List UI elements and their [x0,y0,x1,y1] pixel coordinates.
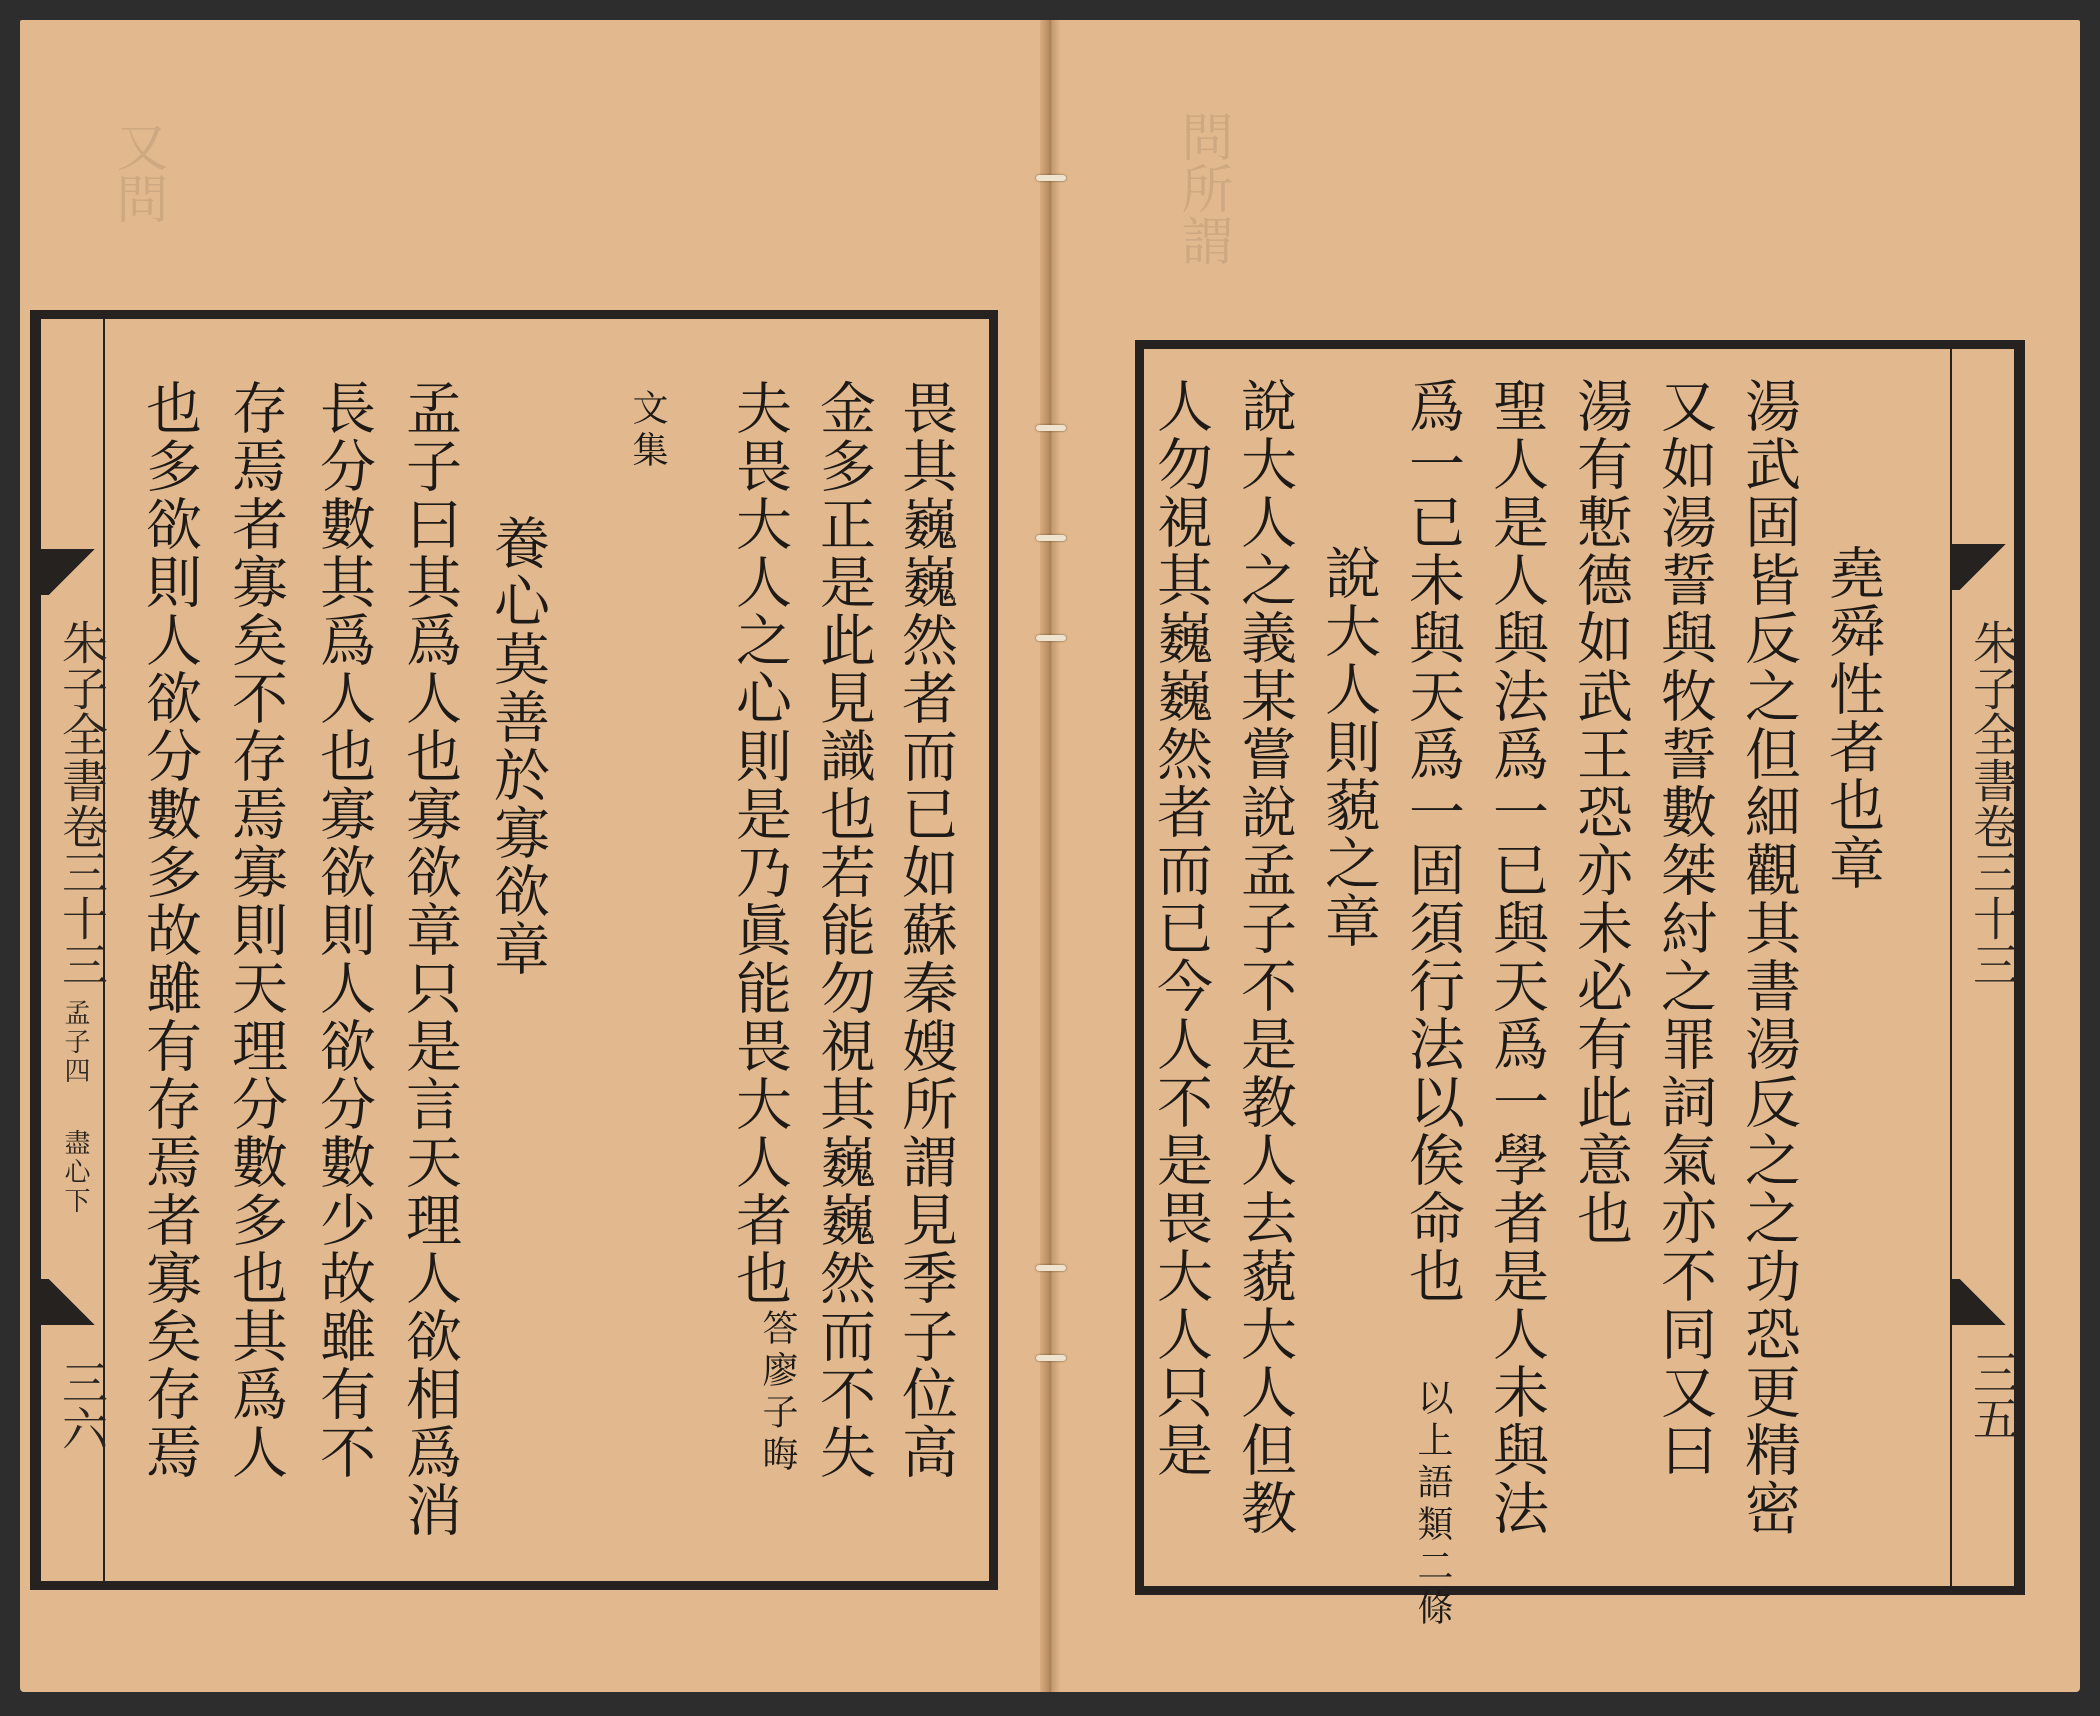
fish-tail-ornament [41,549,103,595]
text-column: 畏其巍巍然者而已如蘇秦嫂所謂見季子位高 [893,379,958,1481]
margin-chapter: 孟子四 [60,999,90,1086]
right-margin-column [1950,349,2020,1586]
margin-book-title: 朱子全書卷三十三 [55,619,109,987]
text-column: 聖人是人與法爲一已與天爲一學者是人未與法 [1484,377,1549,1537]
text-column: 人勿視其巍巍然者而已今人不是畏大人只是 [1148,377,1213,1479]
margin-folio: 三六 [55,1359,109,1451]
text-column: 爲一已未與天爲一固須行法以俟命也 [1400,377,1465,1305]
text-column: 又如湯誓與牧誓數桀紂之罪詞氣亦不同又曰 [1652,377,1717,1479]
binding-stitch [1036,535,1066,541]
text-column: 說大人之義某嘗說孟子不是教人去藐大人但教 [1232,377,1297,1537]
margin-folio: 三五 [1966,1349,2020,1441]
book-spine-fold [1040,20,1060,1692]
text-column: 存焉者寡矣不存焉寡則天理分數多也其爲人 [223,379,288,1481]
show-through-text: 又問 [107,120,167,224]
fish-tail-ornament [1952,1279,2014,1325]
margin-section: 盡心下 [60,1129,90,1216]
binding-stitch [1036,1355,1066,1361]
text-column: 長分數其爲人也寡欲則人欲分數少故雖有不 [311,379,376,1481]
binding-stitch [1036,1265,1066,1271]
note-column: 答廖子晦 [757,1309,798,1477]
note-column: 文集 [627,389,668,473]
binding-stitch [1036,425,1066,431]
margin-book-title: 朱子全書卷三十三 [1966,619,2020,987]
chapter-heading: 說大人則藐之章 [1316,544,1381,950]
right-text-frame [1135,340,2025,1631]
binding-stitch [1036,175,1066,181]
binding-stitch [1036,635,1066,641]
note-column: 以上語類二條 [1412,1379,1453,1631]
fish-tail-ornament [1952,544,2014,590]
chapter-heading: 堯舜性者也章 [1820,544,1885,892]
text-column: 夫畏大人之心則是乃眞能畏大人者也 [727,379,792,1307]
show-through-text: 問所謂 [1172,110,1232,266]
text-column: 湯武固皆反之但細觀其書湯反之之功恐更精密 [1736,377,1801,1537]
text-column: 也多欲則人欲分數多故雖有存焉者寡矣存焉 [137,379,202,1481]
text-column: 孟子曰其爲人也寡欲章只是言天理人欲相爲消 [397,379,462,1539]
left-margin-column [39,319,109,1581]
text-column: 金多正是此見識也若能勿視其巍巍然而不失 [811,379,876,1481]
fish-tail-ornament [41,1279,103,1325]
left-text-frame [30,310,998,1590]
text-column: 湯有慙德如武王恐亦未必有此意也 [1568,377,1633,1247]
chapter-heading: 養心莫善於寡欲章 [485,514,550,978]
